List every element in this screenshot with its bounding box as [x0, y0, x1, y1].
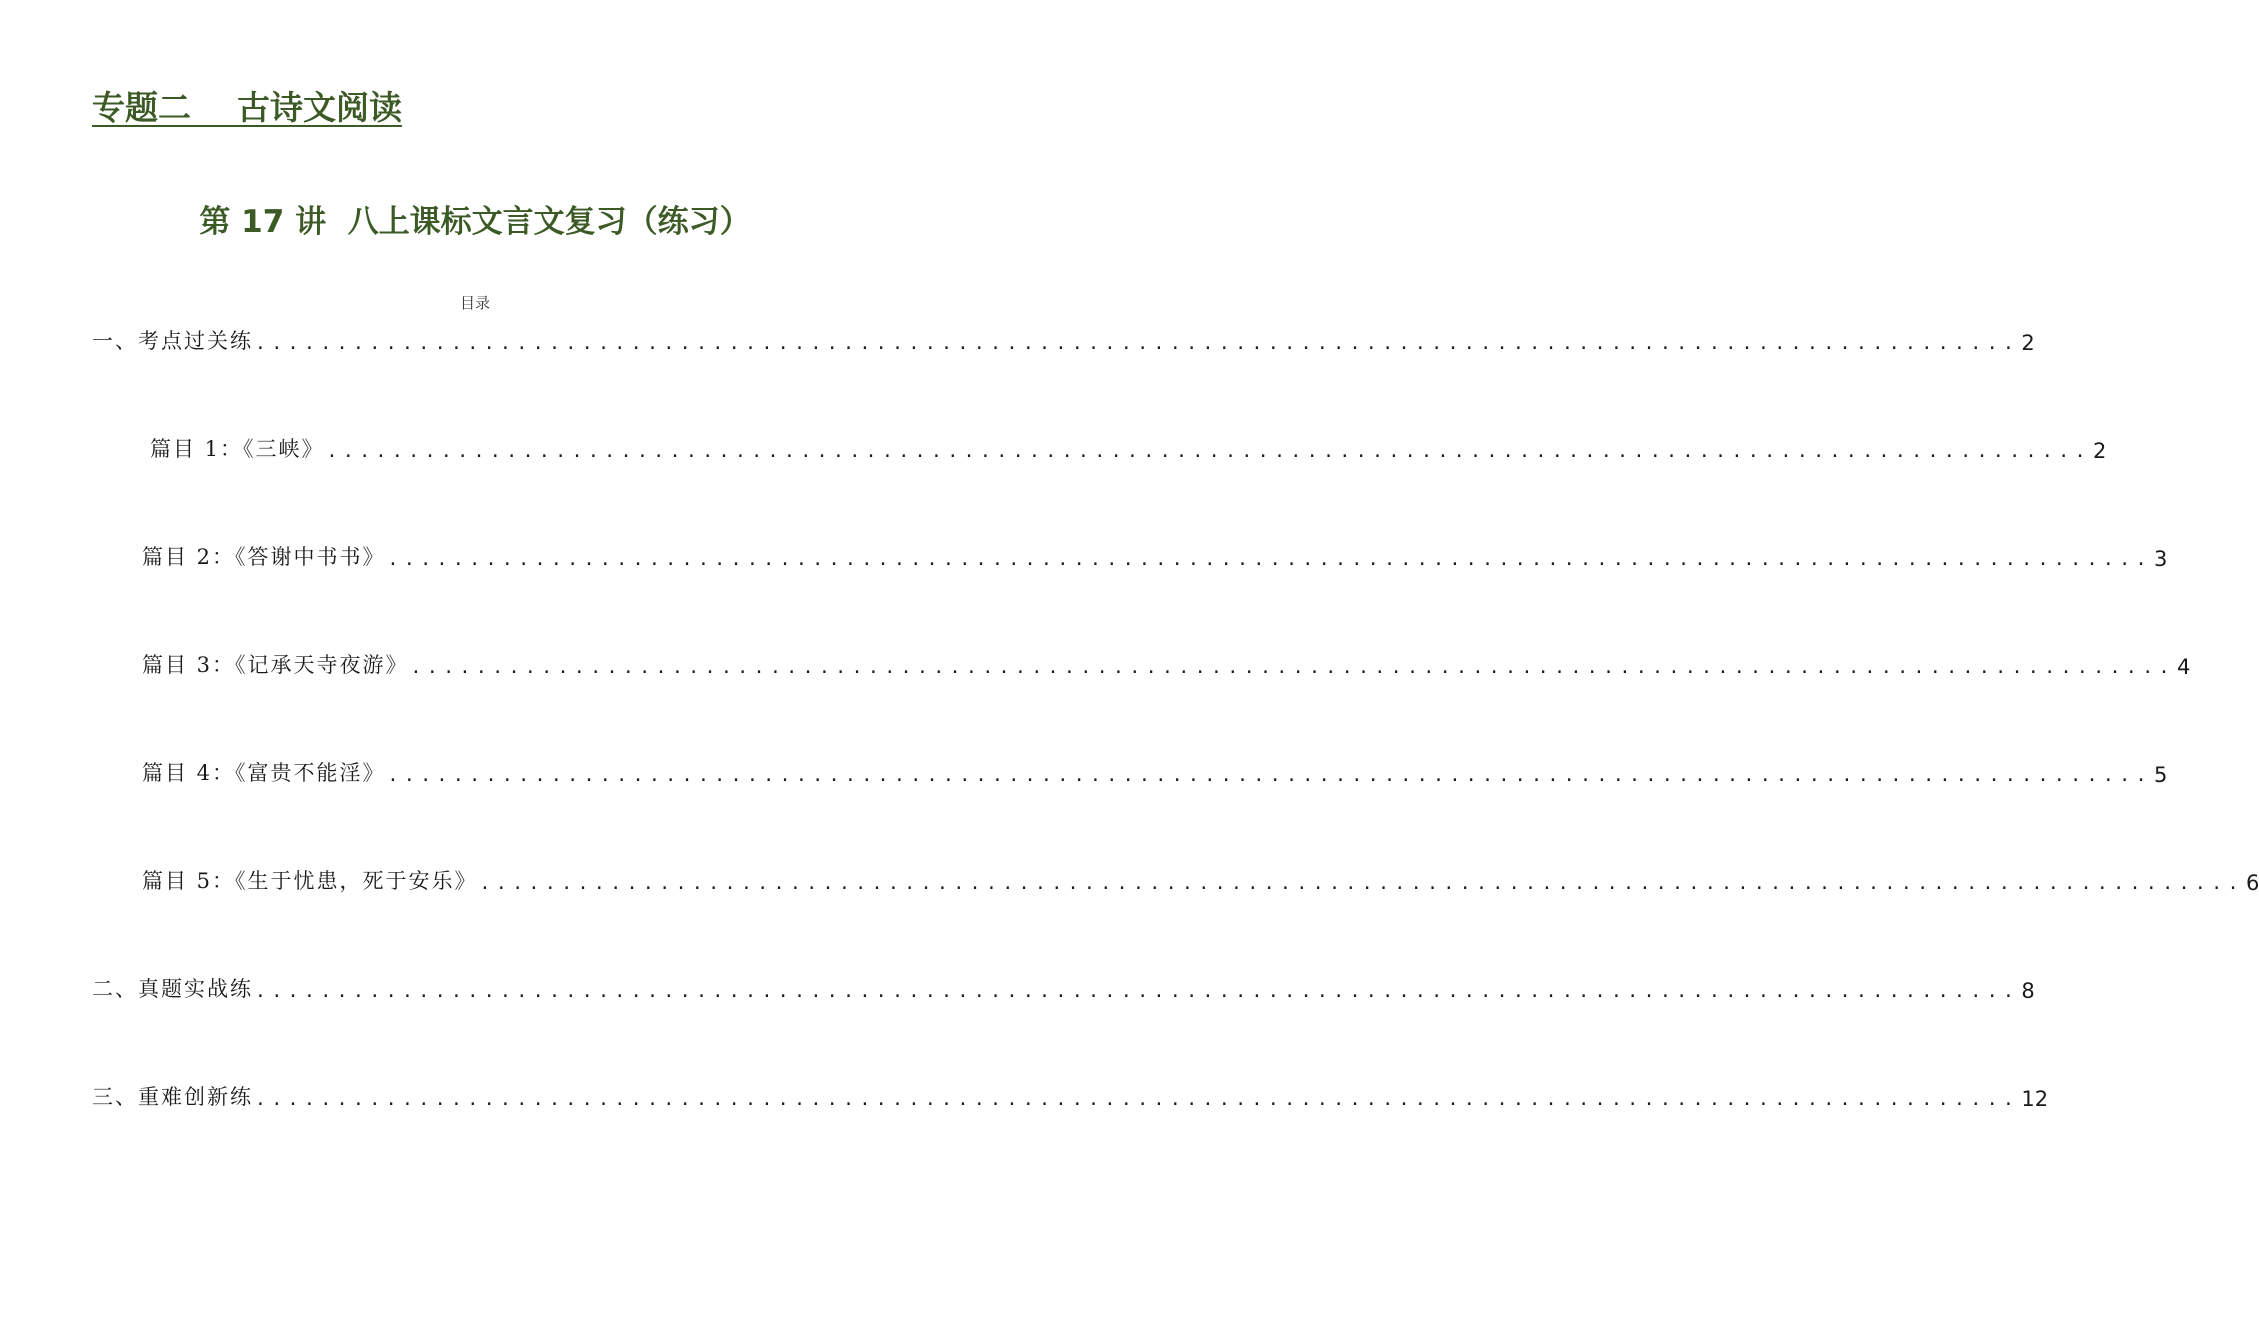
toc-entry-section-1[interactable]	[92, 325, 2035, 355]
toc-dot-leader: ............................................................................................................	[326, 441, 2091, 462]
toc-page-number: 5	[2153, 763, 2168, 787]
toc-entry-label: 二、真题实战练	[92, 977, 253, 1001]
toc-dot-leader: ............................................................................................................	[387, 549, 2152, 570]
toc-dot-leader: ............................................................................................................	[255, 981, 2020, 1002]
toc-page-number: 8	[2021, 979, 2035, 1003]
toc-entry-label: 三、重难创新练	[92, 1085, 253, 1109]
toc-page-number: 12	[2021, 1087, 2049, 1111]
toc-entry-label: 篇目 4：《富贵不能淫》	[142, 761, 386, 785]
toc-dot-leader: ............................................................................................................	[387, 765, 2152, 786]
toc-dot-leader: ............................................................................................................	[255, 1089, 2020, 1110]
toc-heading: 目录	[459, 294, 490, 312]
toc-entry-article-3[interactable]	[142, 649, 2191, 679]
toc-entry-label: 篇目 5：《生于忧患，死于安乐》	[142, 869, 478, 893]
toc-entry-article-1[interactable]	[150, 433, 2107, 463]
toc-entry-article-4[interactable]	[142, 757, 2168, 787]
toc-entry-article-2[interactable]	[142, 541, 2168, 571]
topic-title: 专题二 古诗文阅读	[92, 88, 402, 127]
toc-dot-leader: ............................................................................................................	[479, 873, 2244, 894]
toc-page-number: 2	[2021, 331, 2035, 355]
toc-page-number: 2	[2092, 439, 2107, 463]
lecture-title: 第 17 讲 八上课标文言文复习（练习）	[199, 204, 751, 240]
toc-page-number: 6	[2245, 871, 2259, 895]
toc-dot-leader: ............................................................................................................	[255, 333, 2020, 354]
toc-page-number: 4	[2176, 655, 2191, 679]
toc-page-number: 3	[2153, 547, 2168, 571]
toc-entry-label: 篇目 1：《三峡》	[150, 437, 325, 461]
toc-dot-leader: ............................................................................................................	[410, 657, 2175, 678]
toc-entry-label: 篇目 2：《答谢中书书》	[142, 545, 386, 569]
toc-entry-article-5[interactable]	[142, 865, 2259, 895]
toc-entry-label: 篇目 3：《记承天寺夜游》	[142, 653, 409, 677]
toc-entry-section-3[interactable]	[92, 1081, 2049, 1111]
toc-entry-section-2[interactable]	[92, 973, 2035, 1003]
toc-entry-label: 一、考点过关练	[92, 329, 253, 353]
